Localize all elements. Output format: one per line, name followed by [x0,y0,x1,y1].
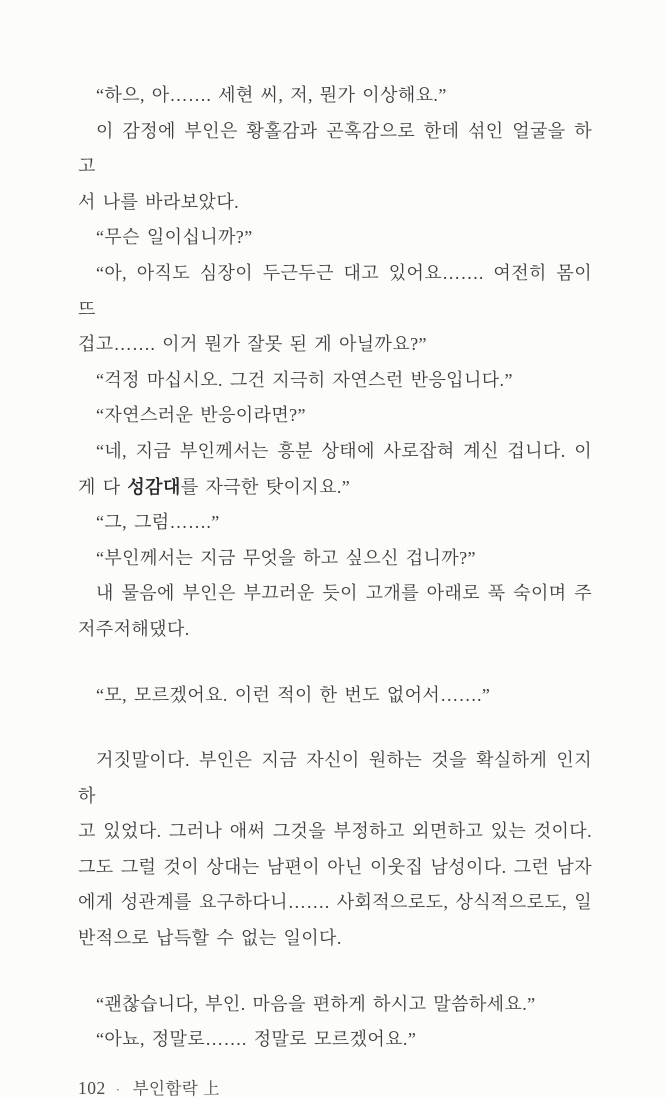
text-line: “네, 지금 부인께서는 흥분 상태에 사로잡혀 계신 겁니다. 이 [96,440,592,461]
text-line: “그, 그럼…….” [96,512,220,533]
text-line: “부인께서는 지금 무엇을 하고 싶으신 겁니까?” [96,547,476,568]
text-line: 서 나를 바라보았다. [78,191,240,212]
text-line: “괜찮습니다, 부인. 마음을 편하게 하시고 말씀하세요.” [96,993,536,1014]
text-line: 고 있었다. 그러나 애써 그것을 부정하고 외면하고 있는 것이다. [78,821,592,842]
text-segment: 를 자극한 탓이지요.” [180,476,351,497]
text-line: 그도 그럴 것이 상대는 남편이 아닌 이웃집 남성이다. 그런 남자 [78,856,592,877]
page-footer [78,1075,592,1099]
text-line: 에게 성관계를 요구하다니……. 사회적으로도, 상식적으로도, 일 [78,892,592,913]
text-line: 반적으로 납득할 수 없는 일이다. [78,928,342,949]
text-line: “무슨 일이십니까?” [96,227,253,248]
text-line: 거짓말이다. 부인은 지금 자신이 원하는 것을 확실하게 인지하 [78,750,592,806]
text-segment: 게 다 [78,476,128,497]
text-line: “걱정 마십시오. 그건 지극히 자연스런 반응입니다.” [96,369,513,390]
text-line: “아, 아직도 심장이 두근두근 대고 있어요……. 여전히 몸이 뜨 [78,262,592,319]
paragraph-gap [78,648,592,678]
body-text [78,78,592,1058]
book-title: 부인함락 上 [132,1078,220,1098]
text-line: “아뇨, 정말로……. 정말로 모르겠어요.” [96,1029,417,1050]
text-line: “하으, 아……. 세현 씨, 저, 뭔가 이상해요.” [96,85,447,105]
text-line: 이 감정에 부인은 황홀감과 곤혹감으로 한데 섞인 얼굴을 하고 [78,120,592,177]
text-line: 내 물음에 부인은 부끄러운 듯이 고개를 아래로 푹 숙이며 주 [96,583,592,604]
text-line: “자연스러운 반응이라면?” [96,405,306,426]
paragraph-gap [78,713,592,743]
paragraph-gap [78,957,592,987]
text-line: “모, 모르겠어요. 이런 적이 한 번도 없어서…….” [96,684,491,705]
footer-separator: · [115,1081,121,1097]
text-line: 겁고……. 이거 뭔가 잘못 된 게 아닐까요?” [78,334,427,355]
bold-term: 성감대 [127,476,181,497]
text-line [78,470,592,506]
page-number: 102 [78,1077,106,1098]
text-line: 저주저해댔다. [78,618,190,639]
